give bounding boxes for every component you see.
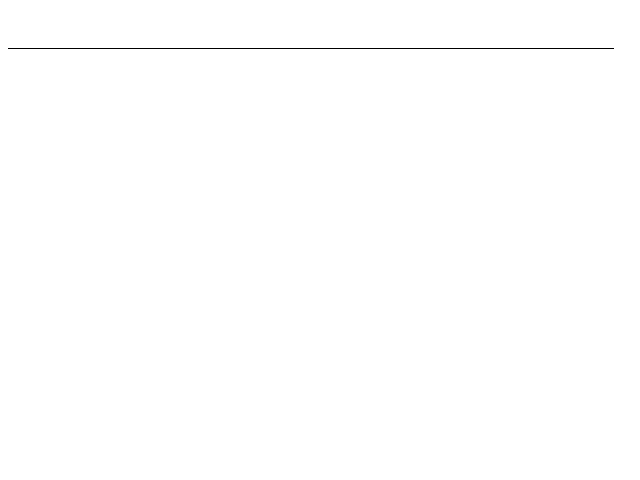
title-divider <box>8 48 614 49</box>
